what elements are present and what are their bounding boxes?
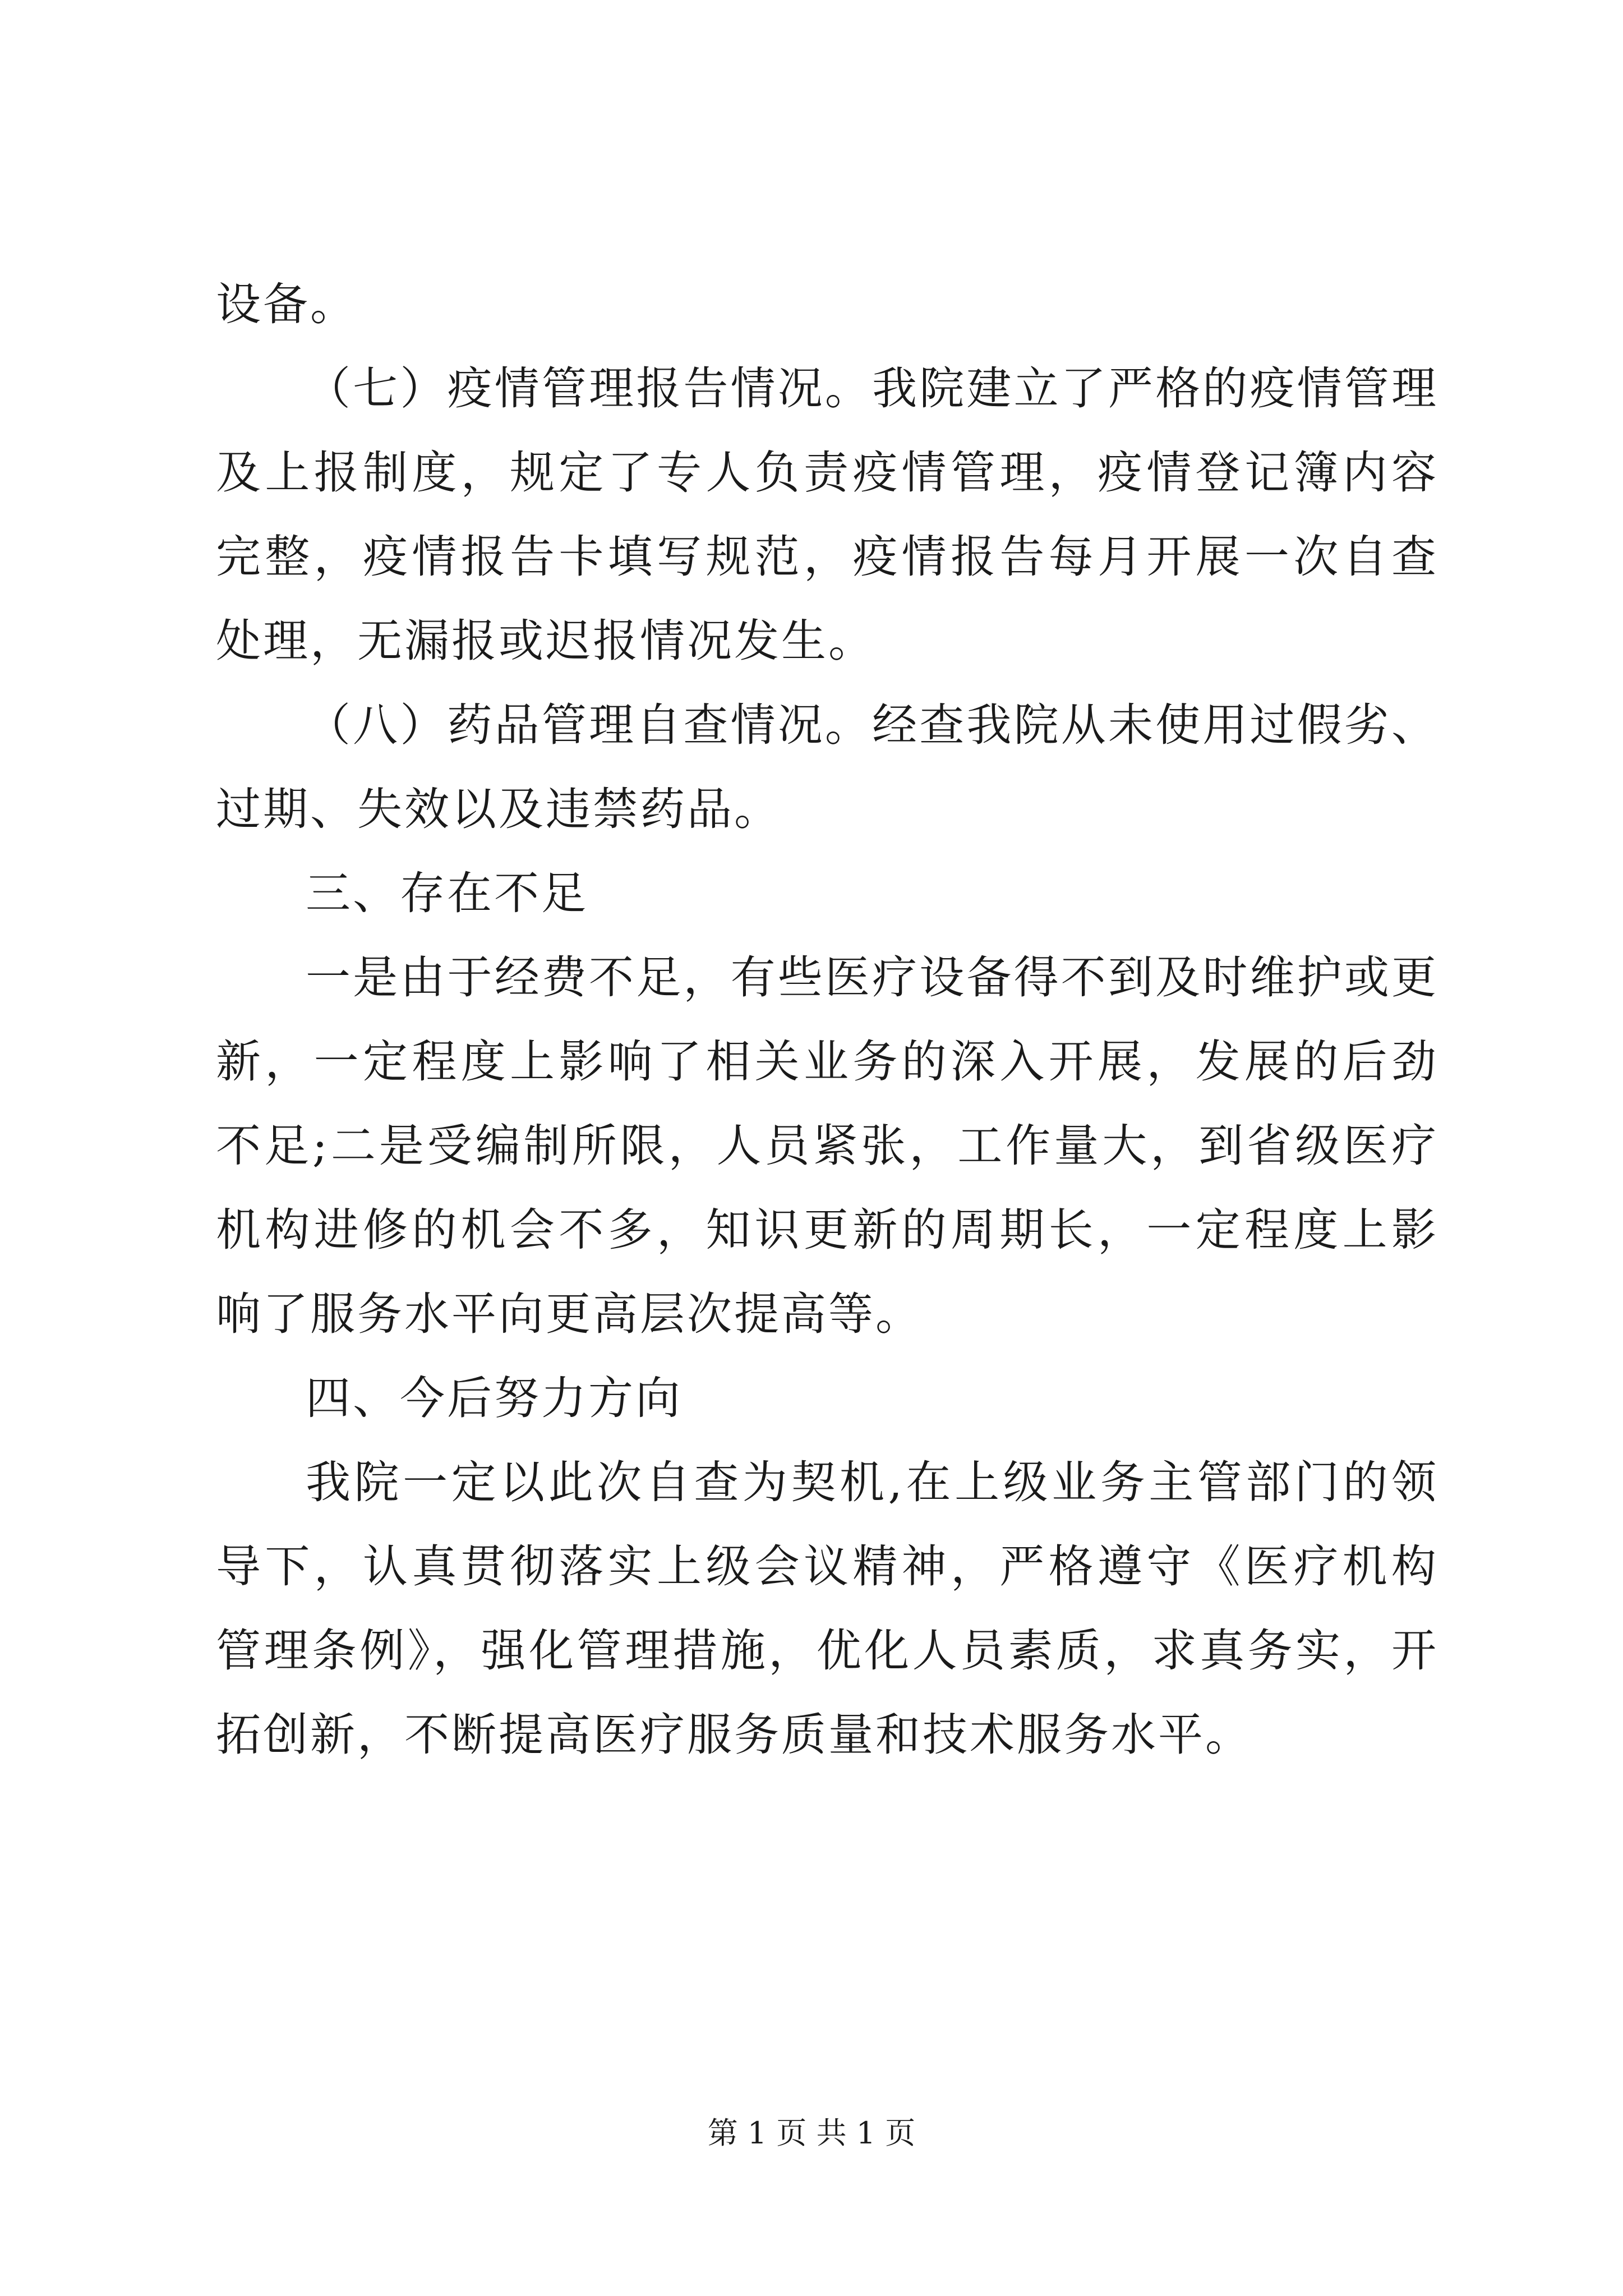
paragraph-shortcomings: 一是由于经费不足，有些医疗设备得不到及时维护或更新，一定程度上影响了相关业务的深入开展，发展的后劲不足;二是受编制所限，人员紧张，工作量大，到省级医疗机构进修的机会不多，知识更新的周期长，一定程度上影响了服务水平向更高层次提高等。: [216, 951, 1438, 1340]
paragraph-continuation: 设备。: [216, 278, 357, 330]
paragraph-epidemic-report: （七）疫情管理报告情况。我院建立了严格的疫情管理及上报制度，规定了专人负责疫情管理，疫情登记簿内容完整，疫情报告卡填写规范，疫情报告每月开展一次自查处理，无漏报或迟报情况发生。: [216, 362, 1438, 667]
section-heading-shortcomings: 三、存在不足: [306, 867, 588, 919]
section-heading-future-direction: 四、今后努力方向: [306, 1372, 683, 1424]
page-footer: 第 1 页 共 1 页: [707, 2115, 916, 2151]
paragraph-future-direction: 我院一定以此次自查为契机,在上级业务主管部门的领导下，认真贯彻落实上级会议精神，严格遵守《医疗机构管理条例》，强化管理措施，优化人员素质，求真务实，开拓创新，不断提高医疗服务质量和技术服务水平。: [216, 1456, 1438, 1761]
paragraph-drug-management: （八）药品管理自查情况。经查我院从未使用过假劣、过期、失效以及违禁药品。: [216, 699, 1438, 835]
document-body: [216, 263, 1438, 1777]
